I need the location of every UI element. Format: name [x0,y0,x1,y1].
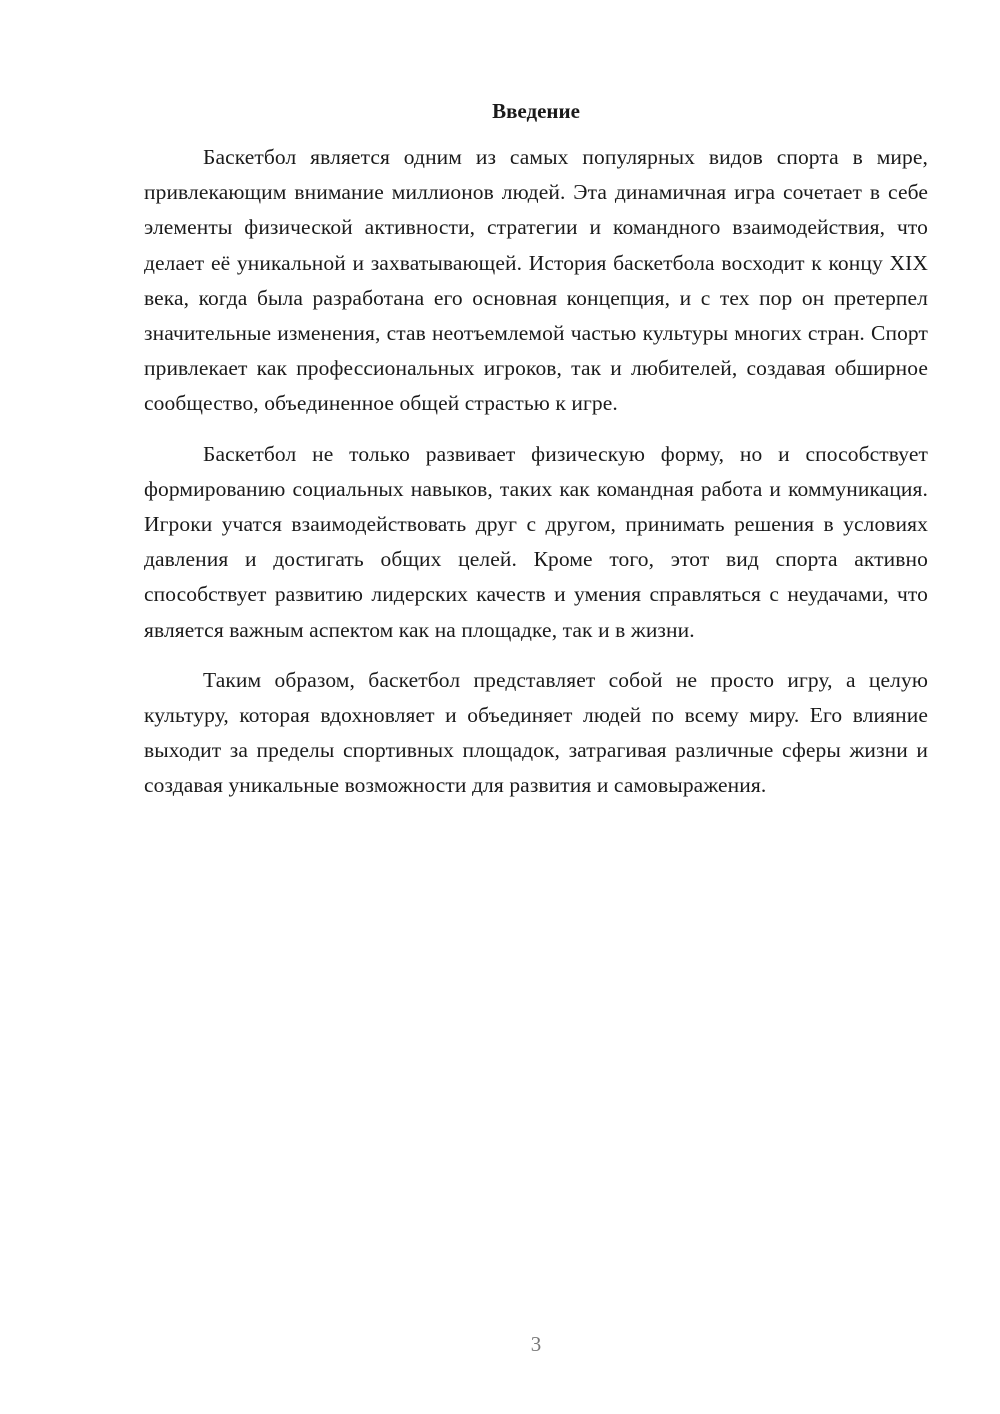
paragraph-1: Баскетбол является одним из самых популярных видов спорта в мире, привлекающим внимание миллионов людей. Эта динамичная игра сочетает в себе элементы физической активности, стратегии и командного взаимодействия, что делает её уникальной и захватывающей. История баскетбола восходит к концу XIX века, когда была разработана его основная концепция, и с тех пор он претерпел значительные изменения, став неотъемлемой частью культуры многих стран. Спорт привлекает как профессиональных игроков, так и любителей, создавая обширное сообщество, объединенное общей страстью к игре. [144,145,928,416]
paragraph-3: Таким образом, баскетбол представляет собой не просто игру, а целую культуру, которая вдохновляет и объединяет людей по всему миру. Его влияние выходит за пределы спортивных площадок, затрагивая различные сферы жизни и создавая уникальные возможности для развития и самовыражения. [144,667,928,798]
section-title: Введение [492,99,580,123]
page-content [144,96,928,819]
page-number: 3 [530,1332,542,1356]
paragraph-2: Баскетбол не только развивает физическую форму, но и способствует формированию социальных навыков, таких как командная работа и коммуникация. Игроки учатся взаимодействовать друг с другом, принимать решения в условиях давления и достигать общих целей. Кроме того, этот вид спорта активно способствует развитию лидерских качеств и умения справляться с неудачами, что является важным аспектом как на площадке, так и в жизни. [144,441,928,642]
